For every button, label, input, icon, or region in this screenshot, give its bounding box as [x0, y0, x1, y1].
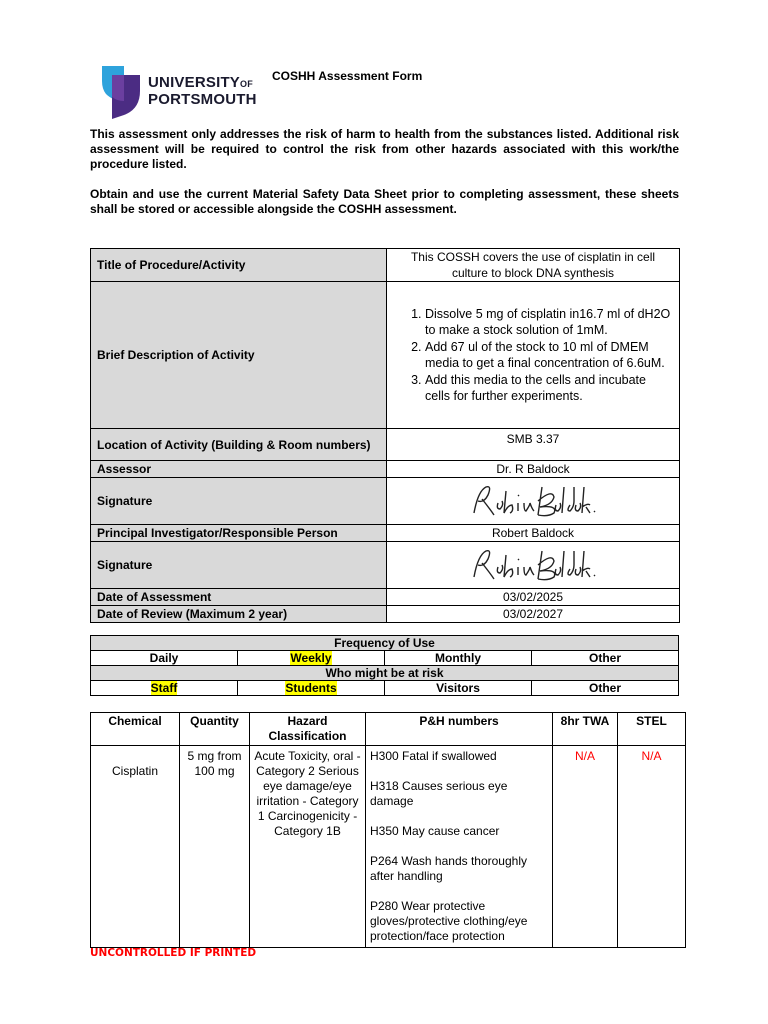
frequency-option: Daily	[91, 651, 238, 666]
signature2-label: Signature	[91, 542, 387, 589]
frequency-option: Other	[532, 651, 679, 666]
assessor-value: Dr. R Baldock	[387, 461, 680, 478]
uncontrolled-notice: UNCONTROLLED IF PRINTED	[90, 947, 257, 959]
frequency-heading: Frequency of Use	[91, 636, 679, 651]
risk-option-selected: Students	[238, 681, 385, 696]
logo-mark-icon	[100, 61, 146, 119]
intro-paragraph: This assessment only addresses the risk of harm to health from the substances listed. Additional risk assessment will be required to control the risk from other hazards associated with this work/the procedure listed.	[90, 127, 679, 171]
date-review-value: 03/02/2027	[387, 606, 680, 623]
assessor-label: Assessor	[91, 461, 387, 478]
signature-image	[468, 545, 598, 585]
title-label: Title of Procedure/Activity	[91, 249, 387, 282]
frequency-option: Monthly	[385, 651, 532, 666]
location-value: SMB 3.37	[387, 429, 680, 461]
ph-statement: P264 Wash hands thoroughly after handling	[370, 854, 527, 883]
chemical-hazard: Acute Toxicity, oral - Category 2 Serious eye damage/eye irritation - Category 1 Carcinogenicity - Category 1B	[250, 746, 366, 948]
frequency-table	[90, 635, 679, 696]
description-value	[387, 282, 680, 429]
table-row	[91, 746, 686, 948]
frequency-option-selected: Weekly	[238, 651, 385, 666]
signature-image	[468, 481, 598, 521]
chemical-name: Cisplatin	[91, 746, 180, 948]
ph-statement: P280 Wear protective gloves/protective clothing/eye protection/face protection	[370, 899, 528, 943]
assessor-signature	[387, 478, 680, 525]
logo-wordmark: UNIVERSITYOF PORTSMOUTH	[148, 74, 257, 108]
chemical-stel: N/A	[618, 746, 686, 948]
header-quantity: Quantity	[180, 713, 250, 746]
ph-statement: H350 May cause cancer	[370, 824, 500, 838]
risk-option: Visitors	[385, 681, 532, 696]
risk-heading: Who might be at risk	[91, 666, 679, 681]
signature-label: Signature	[91, 478, 387, 525]
chemicals-table	[90, 712, 686, 948]
form-title: COSHH Assessment Form	[272, 69, 423, 83]
date-assessment-value: 03/02/2025	[387, 589, 680, 606]
ph-statement: H318 Causes serious eye damage	[370, 779, 508, 808]
date-review-label: Date of Review (Maximum 2 year)	[91, 606, 387, 623]
title-value: This COSSH covers the use of cisplatin in cell culture to block DNA synthesis	[387, 249, 680, 282]
step-item: 2. Add 67 ul of the stock to 10 ml of DMEM media to get a final concentration of 6.6uM.	[425, 339, 673, 372]
header-hazard: Hazard Classification	[250, 713, 366, 746]
step-item: 1. Dissolve 5 mg of cisplatin in16.7 ml of dH2O to make a stock solution of 1mM.	[425, 306, 673, 339]
msds-paragraph: Obtain and use the current Material Safety Data Sheet prior to completing assessment, these sheets shall be stored or accessible alongside the COSHH assessment.	[90, 187, 679, 216]
pi-label: Principal Investigator/Responsible Person	[91, 525, 387, 542]
description-steps	[393, 306, 673, 405]
header-twa: 8hr TWA	[553, 713, 618, 746]
activity-details-table	[90, 248, 680, 623]
chemical-ph-numbers	[366, 746, 553, 948]
ph-statement: H300 Fatal if swallowed	[370, 749, 497, 763]
chemical-quantity: 5 mg from 100 mg	[180, 746, 250, 948]
risk-option-selected: Staff	[91, 681, 238, 696]
header-ph: P&H numbers	[366, 713, 553, 746]
pi-value: Robert Baldock	[387, 525, 680, 542]
risk-option: Other	[532, 681, 679, 696]
description-label: Brief Description of Activity	[91, 282, 387, 429]
header-stel: STEL	[618, 713, 686, 746]
location-label: Location of Activity (Building & Room numbers)	[91, 429, 387, 461]
pi-signature	[387, 542, 680, 589]
chemical-twa: N/A	[553, 746, 618, 948]
date-assessment-label: Date of Assessment	[91, 589, 387, 606]
header-chemical: Chemical	[91, 713, 180, 746]
step-item: 3. Add this media to the cells and incubate cells for further experiments.	[425, 372, 673, 405]
